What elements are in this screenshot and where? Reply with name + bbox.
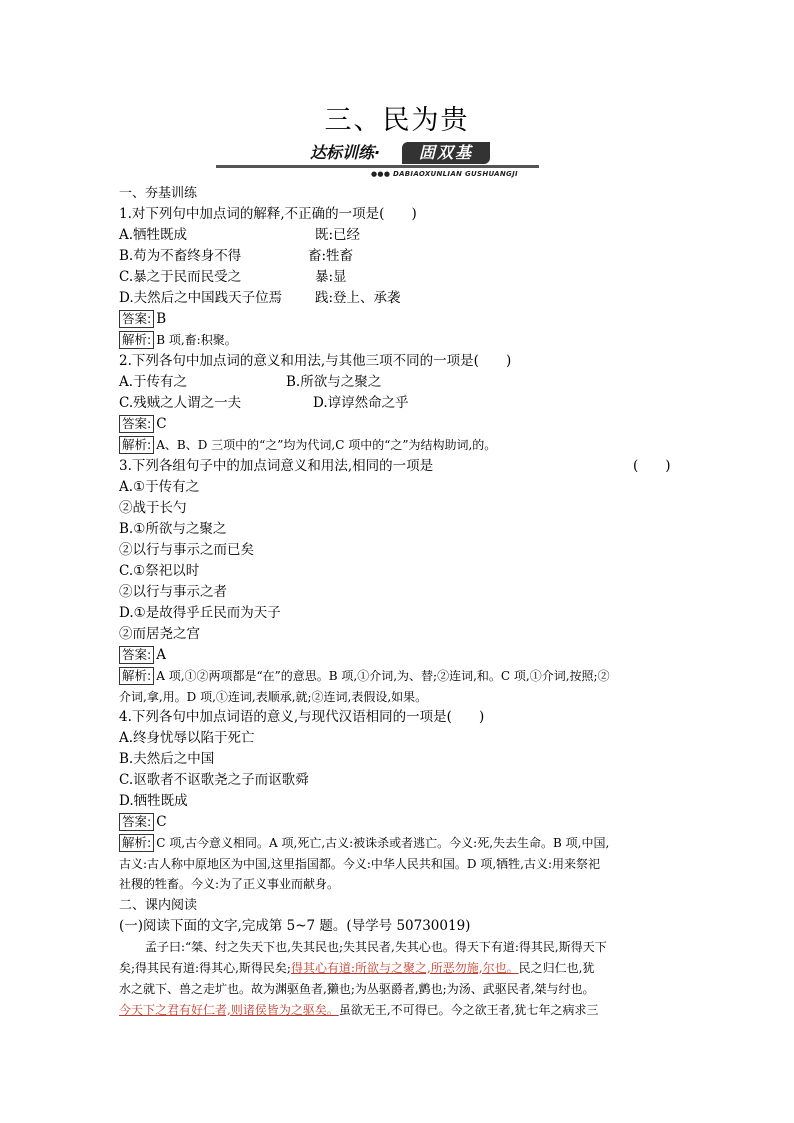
passage-text: 矣;得其民有道:得其心,斯得民矣; <box>119 960 291 975</box>
section-banner <box>216 143 539 183</box>
option-row <box>119 372 679 393</box>
analysis-line: 介词,拿,用。D 项,①连词,表顺承,就;②连词,表假设,如果。 <box>119 689 428 704</box>
analysis-line: 古义:古人称中原地区为中国,这里指国都。今义:中华人民共和国。D 项,牺牲,古义:用来祭祀 <box>119 856 601 871</box>
passage-highlight: 得其心有道:所欲与之聚之,所恶勿施,尔也。 <box>290 960 519 975</box>
analysis-line <box>119 435 679 456</box>
page-title: 三、民为贵 <box>324 105 470 136</box>
answer-line <box>119 414 679 435</box>
option-line: ②而居尧之宫 <box>119 626 200 642</box>
option-line: D.牺牲既成 <box>119 793 188 809</box>
option-line: ②以行与事示之者 <box>119 584 227 600</box>
answer-tag: 答案: <box>119 415 154 433</box>
analysis-tag: 解析: <box>119 834 154 852</box>
banner-rule <box>216 165 539 168</box>
answer-line <box>119 812 679 833</box>
passage-line: 水之就下、兽之走圹也。故为渊驱鱼者,獭也;为丛驱爵者,鹯也;为汤、武驱民者,桀与纣也。 <box>119 981 595 996</box>
option-text: B.所欲与之聚之 <box>286 374 382 390</box>
option-text: C.残贼之人谓之一夫 <box>119 395 242 411</box>
answer-tag: 答案: <box>119 646 154 664</box>
analysis-tag: 解析: <box>119 436 154 454</box>
analysis-line <box>119 330 679 351</box>
analysis-text: A 项,①②两项都是“在”的意思。B 项,①介词,为、替;②连词,和。C 项,①介词,按照;② <box>156 669 610 683</box>
option-row <box>119 225 679 246</box>
option-row <box>119 393 679 414</box>
analysis-tag: 解析: <box>119 331 154 349</box>
option-line: C.讴歌者不讴歌尧之子而讴歌舜 <box>119 772 309 788</box>
option-gloss: 既:已经 <box>315 227 361 243</box>
answer-line <box>119 309 679 330</box>
answer-value: B <box>156 311 167 327</box>
option-text: A.牺牲既成 <box>119 227 188 243</box>
banner-left-text: 达标训练· <box>306 143 384 163</box>
question-stem: 1.对下列句中加点词的解释,不正确的一项是( ) <box>119 206 417 222</box>
analysis-block <box>119 833 679 895</box>
answer-value: C <box>156 814 167 830</box>
banner-subtitle: ●●● DABIAOXUNLIAN GUSHUANGJI <box>371 170 518 178</box>
option-gloss: 践:登上、承袭 <box>315 290 401 306</box>
question-paren: ( ) <box>633 458 671 474</box>
option-text: D.谆谆然命之乎 <box>313 395 409 411</box>
option-row <box>119 267 679 288</box>
question-stem: 2.下列各句中加点词的意义和用法,与其他三项不同的一项是( ) <box>119 353 512 369</box>
option-line: B.①所欲与之聚之 <box>119 521 227 537</box>
answer-tag: 答案: <box>119 813 154 831</box>
option-line: A.终身忧辱以陷于死亡 <box>119 730 255 746</box>
option-text: B.苟为不畜终身不得 <box>119 248 242 264</box>
answer-value: C <box>156 416 167 432</box>
section-heading: 二、课内阅读 <box>119 897 198 913</box>
passage-line: 孟子曰:“桀、纣之失天下也,失其民也;失其民者,失其心也。得天下有道:得其民,斯得天下 <box>145 939 607 954</box>
option-gloss: 暴:显 <box>315 269 347 285</box>
option-line: B.夫然后之中国 <box>119 751 215 767</box>
option-line: ②战于长勺 <box>119 500 187 516</box>
option-text: C.暴之于民而民受之 <box>119 269 242 285</box>
banner-box-text: 固双基 <box>402 142 490 164</box>
analysis-text: B 项,畜:积聚。 <box>156 333 237 347</box>
option-line: A.①于传有之 <box>119 479 200 495</box>
question-stem: 4.下列各句中加点词语的意义,与现代汉语相同的一项是( ) <box>119 709 485 725</box>
passage-text: 虽欲无王,不可得已。今之欲王者,犹七年之病求三 <box>338 1002 599 1017</box>
passage-line <box>119 1000 679 1021</box>
option-gloss: 畜:牲畜 <box>308 248 354 264</box>
analysis-block <box>119 666 679 707</box>
option-line: D.①是故得乎丘民而为天子 <box>119 605 281 621</box>
analysis-tag: 解析: <box>119 667 154 685</box>
option-text: D.夫然后之中国践天子位焉 <box>119 290 283 306</box>
passage-text: 民之归仁也,犹 <box>518 960 595 975</box>
answer-line <box>119 645 679 666</box>
section-heading: 一、夯基训练 <box>119 186 198 201</box>
option-line: ②以行与事示之而已矣 <box>119 542 254 558</box>
question-stem-text: 3.下列各组句子中的加点词意义和用法,相同的一项是 <box>119 458 434 474</box>
passage-line <box>119 958 679 979</box>
answer-value: A <box>156 647 166 663</box>
option-line: C.①祭祀以时 <box>119 563 200 579</box>
analysis-text: A、B、D 三项中的“之”均为代词,C 项中的“之”为结构助词,的。 <box>156 438 497 452</box>
answer-tag: 答案: <box>119 310 154 328</box>
analysis-line: 社稷的牲畜。今义:为了正义事业而献身。 <box>119 877 340 891</box>
option-row <box>119 288 679 309</box>
passage-highlight: 今天下之君有好仁者,则诸侯皆为之驱矣。 <box>119 1002 339 1017</box>
document-body <box>119 183 679 1021</box>
analysis-text: C 项,古今意义相同。A 项,死亡,古义:被诛杀或者逃亡。今义:死,失去生命。B 项,中国, <box>156 836 610 850</box>
question-stem <box>119 456 679 477</box>
option-row <box>119 246 679 267</box>
reading-passage <box>119 937 679 1021</box>
option-text: A.于传有之 <box>119 374 188 390</box>
analysis-line <box>119 666 679 687</box>
analysis-line <box>119 833 679 854</box>
reading-instruction: (一)阅读下面的文字,完成第 5~7 题。(导学号 50730019) <box>119 917 471 934</box>
